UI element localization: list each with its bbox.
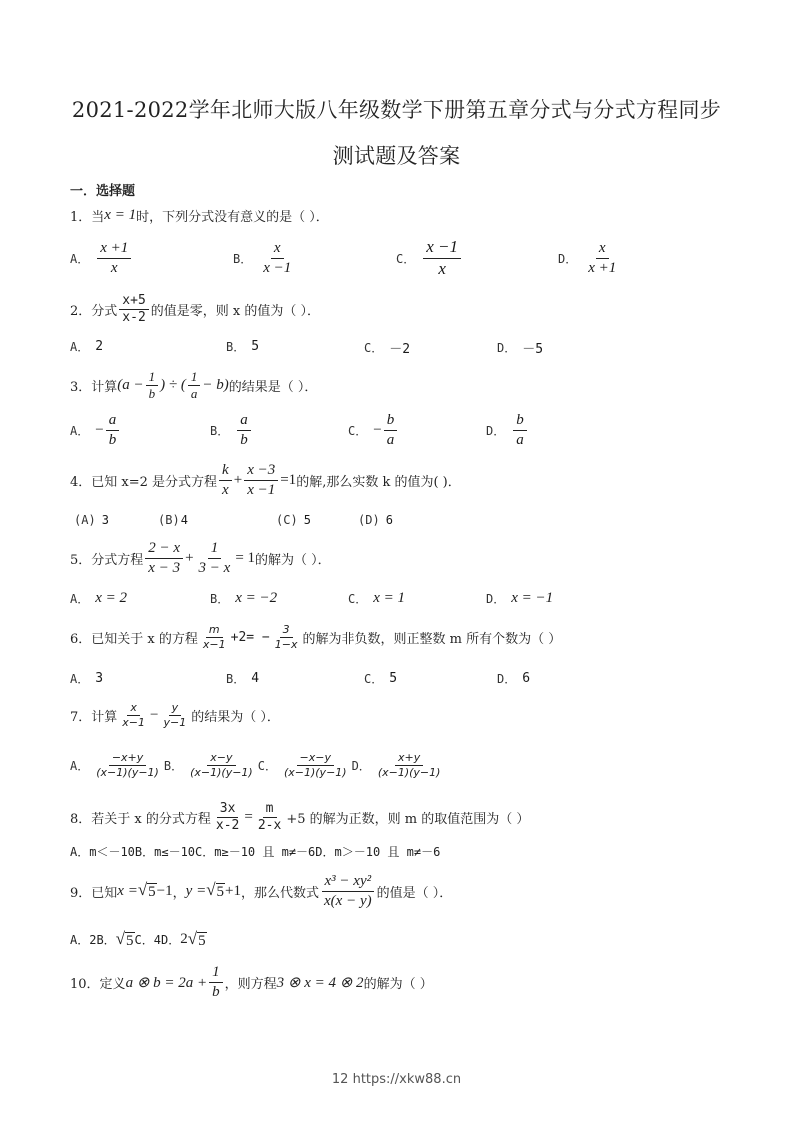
- option-d: D． x = −1: [486, 590, 554, 606]
- fraction: $\frac{\text{x³ − xy²}}{x(x - y)}$: [321, 873, 375, 909]
- option-a: A． x = 2: [70, 590, 128, 606]
- option-b: B． 4: [226, 671, 260, 686]
- question-text: 分式方程: [91, 552, 144, 568]
- question-text: 的结果是（ ）．: [228, 380, 318, 396]
- fraction: $\frac{a}{b}$: [106, 412, 120, 448]
- page-footer: 12 https://xkw88.cn: [331, 1072, 462, 1087]
- option-d: D． $\frac{b}{a}$: [486, 412, 529, 448]
- question-number: 2．: [70, 304, 92, 320]
- fraction: $\frac{x +1}{x}$: [97, 240, 131, 276]
- question-2: [70, 294, 320, 326]
- question-text: 已知 x=2 是分式方程: [91, 474, 218, 490]
- question-text: 的解为（ ）: [363, 976, 433, 992]
- option-a: A． − $\frac{a}{b}$: [70, 412, 121, 448]
- question-text: +5 的解为正数，则 m 的取值范围为（ ）: [286, 812, 530, 828]
- option-c: C． − $\frac{b}{a}$: [348, 412, 399, 448]
- question-number: 1．: [70, 210, 92, 225]
- question-text: 的结果为（ ）．: [191, 710, 280, 726]
- question-4: 4． 已知 x=2 是分式方程 $\frac{k}{x}$ + $\frac{x -3}{x -1}$ =1 的解,那么实数 k 的值为( )．: [70, 462, 461, 498]
- sqrt-expression: √ 5: [187, 929, 206, 949]
- fraction: $\frac{k}{x}$: [219, 462, 232, 498]
- question-text: 已知: [91, 885, 118, 901]
- option-b: (B) 4: [158, 513, 188, 527]
- math-expression: (a −: [117, 377, 144, 394]
- question-text: 的值是零，则 x 的值为（ ）．: [150, 304, 321, 320]
- fraction: $\frac{b}{a}$: [384, 412, 398, 448]
- question-number: 10．: [70, 976, 100, 992]
- question-number: 4．: [70, 474, 92, 490]
- option-a-fraction: $\frac{-x+y}{(x-1)(y-1)}$: [96, 751, 159, 780]
- question-text: 的值是（ ）．: [376, 885, 453, 901]
- option-d: D． －5: [497, 341, 544, 357]
- option-label: A．: [70, 251, 90, 266]
- option-c: C． －2: [364, 341, 411, 357]
- document-title-line2: 测试题及答案: [332, 144, 461, 168]
- option-a: A． 3: [70, 671, 104, 686]
- option-c: (C) 5: [276, 513, 311, 527]
- question-number: 7．: [70, 710, 92, 726]
- question-text: 的解为非负数，则正整数 m 所有个数为（ ）: [302, 632, 562, 648]
- question-7-options: A． $\frac{-x+y}{(x-1)(y-1)}$ B． $\frac{x-y}{(x-1)(y-1)}$ C． $\frac{-x-y}{(x-1)(y-1)}$ D． $\frac{x+y}{(x-1)(y-1)}$: [70, 752, 445, 779]
- question-9: 9． 已知 x = √ 5 −1 ， y = √ 5 +1 ，那么代数式 $\frac{\text{x³ − xy²}}{x(x - y)}$ 的值是（ ）．: [70, 873, 453, 909]
- fraction: $\frac{x}{x -1}$: [263, 240, 292, 276]
- fraction: $\frac{1}{3 - x}$: [198, 540, 231, 576]
- question-text: 已知关于 x 的方程: [91, 632, 198, 648]
- fraction: $\frac{x}{x-1}$: [122, 701, 146, 730]
- question-number: 8．: [70, 812, 92, 828]
- option-c: C． x = 1: [348, 590, 406, 606]
- question-text: 当: [91, 210, 105, 225]
- question-8-options: A．m＜－10B．m≤－10C．m≥－10 且 m≠－6D．m＞－10 且 m≠－6: [70, 845, 441, 859]
- question-text: 时，下列分式没有意义的是（ ）．: [136, 210, 329, 225]
- math-expression: ) ÷ (: [160, 377, 186, 394]
- option-d: D． 6: [497, 671, 531, 686]
- question-text: 计算: [91, 710, 118, 726]
- fraction: $\frac{2 - x}{x - 3}$: [145, 540, 183, 576]
- question-number: 5．: [70, 552, 92, 568]
- fraction: $\frac{b}{a}$: [513, 412, 527, 448]
- option-a: (A) 3: [74, 513, 109, 527]
- option-c: C． 5: [364, 671, 398, 686]
- option-d: (D) 6: [358, 513, 393, 527]
- option-c-fraction: $\frac{-x-y}{(x-1)(y-1)}$: [283, 751, 347, 780]
- question-text: 若关于 x 的分式方程: [91, 812, 211, 828]
- question-10: 10． 定义 a ⊗ b = 2a + $\frac{1}{b}$ ，则方程 3 ⊗ x = 4 ⊗ 2 的解为（ ）: [70, 964, 433, 1000]
- math-expression: x = 1: [104, 207, 137, 223]
- fraction: $\frac{x -1}{x}$: [423, 238, 461, 278]
- question-text: 定义: [99, 976, 126, 992]
- question-number: 9．: [70, 885, 92, 901]
- question-5: 5． 分式方程 $\frac{2 - x}{x - 3}$ + $\frac{1}{3 - x}$ = 1 的解为（ ）．: [70, 540, 331, 576]
- question-number: 3．: [70, 380, 92, 396]
- option-d: [558, 240, 621, 276]
- sqrt-expression: √ 5: [206, 880, 225, 901]
- fraction: $\frac{3x}{x-2}$: [215, 801, 240, 834]
- fraction: $\frac{y}{y-1}$: [163, 701, 187, 730]
- question-1: [70, 206, 329, 225]
- option-label: B．: [233, 251, 253, 266]
- option-a: [70, 240, 133, 276]
- option-b: B． 5: [226, 339, 260, 354]
- option-a: A． 2: [70, 339, 104, 354]
- option-label: C．: [396, 251, 416, 266]
- sqrt-expression: √ 5: [137, 880, 156, 901]
- question-7: 7． 计算 $\frac{x}{x-1}$ − $\frac{y}{y-1}$ 的结果为（ ）．: [70, 701, 280, 730]
- sqrt-expression: √ 5: [115, 929, 134, 949]
- question-text: 计算: [91, 380, 118, 396]
- fraction: $\frac{m}{2-x}$: [257, 801, 282, 834]
- option-b: B． $\frac{a}{b}$: [210, 412, 253, 448]
- option-b: B． x = −2: [210, 590, 278, 606]
- option-label: D．: [558, 251, 578, 266]
- question-3: [70, 370, 317, 402]
- question-8: 8． 若关于 x 的分式方程 $\frac{3x}{x-2}$ = $\frac{m}{2-x}$ +5 的解为正数，则 m 的取值范围为（ ）: [70, 801, 530, 834]
- question-6: 6． 已知关于 x 的方程 $\frac{m}{x-1}$ +2= − $\frac{3}{1-x}$ 的解为非负数，则正整数 m 所有个数为（ ）: [70, 623, 562, 652]
- question-text: 的解为（ ）．: [255, 552, 331, 568]
- section-heading: 一．选择题: [70, 184, 136, 199]
- document-title-line1: 2021-2022学年北师大版八年级数学下册第五章分式与分式方程同步: [71, 98, 722, 122]
- math-expression: − b): [202, 377, 229, 394]
- fraction: $\frac{x+5}{x-2}$: [119, 294, 148, 326]
- fraction: $\frac{1}{b}$: [209, 964, 223, 1000]
- fraction: $\frac{x -3}{x -1}$: [244, 462, 278, 498]
- question-text: 分式: [91, 304, 118, 320]
- fraction: $\frac{1}{a}$: [188, 370, 201, 402]
- option-c: [396, 238, 463, 278]
- option-d-fraction: $\frac{x+y}{(x-1)(y-1)}$: [377, 751, 441, 780]
- fraction: $\frac{1}{b}$: [146, 370, 159, 402]
- option-b-fraction: $\frac{x-y}{(x-1)(y-1)}$: [190, 751, 253, 780]
- fraction: $\frac{m}{x-1}$: [202, 623, 226, 652]
- fraction: $\frac{a}{b}$: [237, 412, 251, 448]
- fraction: $\frac{3}{1-x}$: [274, 623, 298, 652]
- question-number: 6．: [70, 632, 92, 648]
- question-text: 的解,那么实数 k 的值为( )．: [296, 474, 461, 490]
- fraction: $\frac{x}{x +1}$: [588, 240, 617, 276]
- question-9-options: A．2B． √ 5 C．4D． 2 √ 5: [70, 929, 206, 949]
- option-b: [233, 240, 296, 276]
